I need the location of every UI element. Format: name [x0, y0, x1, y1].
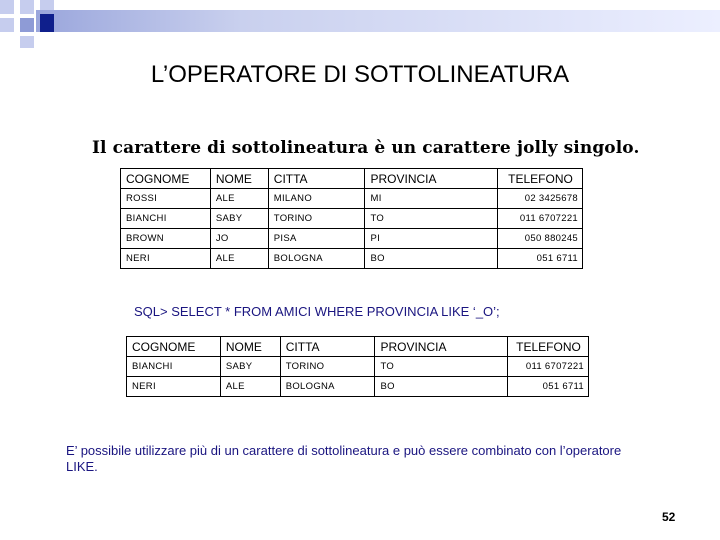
table-header-row [127, 337, 589, 357]
table-cell: TORINO [268, 209, 365, 229]
table-cell: 051 6711 [498, 249, 583, 269]
deco-square [0, 18, 14, 32]
header-cell: COGNOME [121, 169, 211, 189]
table-cell: NERI [121, 249, 211, 269]
table-row [121, 209, 583, 229]
header-cell: TELEFONO [508, 337, 589, 357]
header-cell: NOME [210, 169, 268, 189]
table-cell: TO [365, 209, 498, 229]
table-amici [120, 168, 583, 269]
table-row [127, 377, 589, 397]
deco-square [40, 0, 54, 10]
header-cell: COGNOME [127, 337, 221, 357]
header-cell: TELEFONO [498, 169, 583, 189]
table-cell: BO [375, 377, 508, 397]
table-cell: ALE [210, 249, 268, 269]
table-cell: SABY [220, 357, 280, 377]
table-cell: BO [365, 249, 498, 269]
page-number: 52 [662, 510, 676, 524]
table-cell: BOLOGNA [268, 249, 365, 269]
table-cell: SABY [210, 209, 268, 229]
table-result [126, 336, 589, 397]
deco-square [40, 14, 54, 32]
table-cell: PISA [268, 229, 365, 249]
table-cell: 011 6707221 [498, 209, 583, 229]
table-cell: MILANO [268, 189, 365, 209]
deco-square [20, 18, 34, 32]
header-cell: PROVINCIA [365, 169, 498, 189]
header-cell: CITTA [268, 169, 365, 189]
table-cell: BOLOGNA [280, 377, 375, 397]
note-text: E’ possibile utilizzare più di un carattere di sottolineatura e può essere combinato con l’operatore LIKE. [66, 443, 622, 474]
table-cell: PI [365, 229, 498, 249]
table-cell: ROSSI [121, 189, 211, 209]
table-header-row [121, 169, 583, 189]
table-row [121, 229, 583, 249]
table-cell: 02 3425678 [498, 189, 583, 209]
table-cell: NERI [127, 377, 221, 397]
slide-title: L’OPERATORE DI SOTTOLINEATURA [150, 61, 570, 88]
table-cell: BIANCHI [121, 209, 211, 229]
deco-square [20, 36, 34, 48]
table-row [127, 357, 589, 377]
table-cell: MI [365, 189, 498, 209]
table-row [121, 249, 583, 269]
slide-subtitle: Il carattere di sottolineatura è un carattere jolly singolo. [92, 138, 640, 158]
table-cell: BROWN [121, 229, 211, 249]
table-cell: 051 6711 [508, 377, 589, 397]
table-cell: ALE [210, 189, 268, 209]
sql-query: SQL> SELECT * FROM AMICI WHERE PROVINCIA LIKE ‘_O’; [134, 304, 500, 319]
table-cell: BIANCHI [127, 357, 221, 377]
deco-square [0, 0, 14, 14]
header-cell: PROVINCIA [375, 337, 508, 357]
header-cell: NOME [220, 337, 280, 357]
table-row [121, 189, 583, 209]
deco-square [20, 0, 34, 14]
table-cell: JO [210, 229, 268, 249]
table-cell: 011 6707221 [508, 357, 589, 377]
table-cell: 050 880245 [498, 229, 583, 249]
table-cell: TO [375, 357, 508, 377]
header-cell: CITTA [280, 337, 375, 357]
table-cell: ALE [220, 377, 280, 397]
table-cell: TORINO [280, 357, 375, 377]
header-gradient-band [36, 10, 720, 32]
